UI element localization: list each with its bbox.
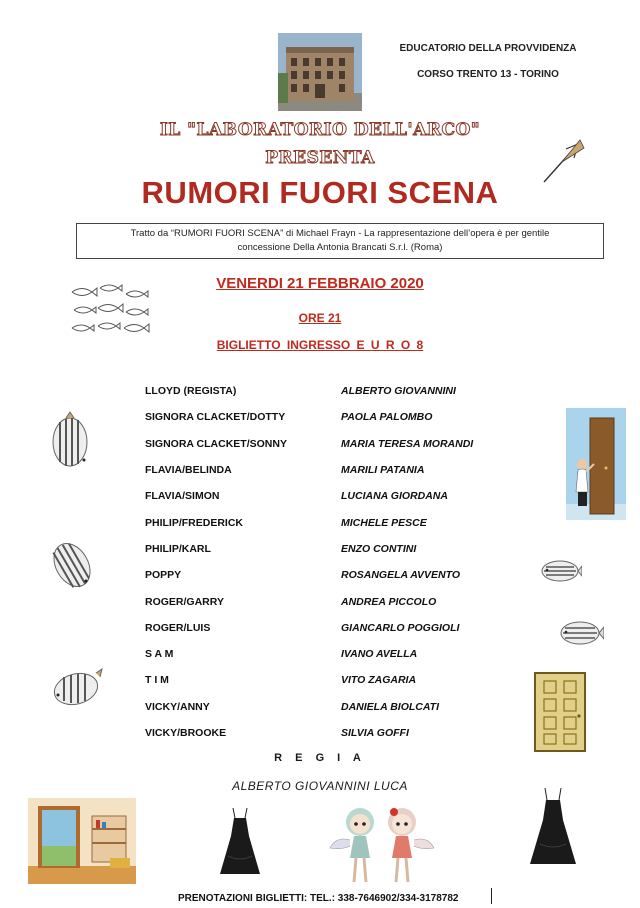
cast-actor: PAOLA PALOMBO	[341, 411, 433, 424]
room-illustration-icon	[28, 798, 136, 884]
black-dress-icon	[218, 806, 262, 876]
striped-fish-icon	[556, 618, 604, 648]
cast-row	[145, 720, 545, 746]
direction-label: R E G I A	[274, 752, 366, 764]
director-name: ALBERTO GIOVANNINI LUCA	[232, 779, 408, 793]
credit-line-1: Tratto da “RUMORI FUORI SCENA” di Michael Frayn - La rappresentazione dell’opera è per gentile	[130, 228, 550, 239]
cast-actor: ENZO CONTINI	[341, 542, 417, 555]
cast-role: FLAVIA/BELINDA	[145, 464, 232, 477]
credit-box	[76, 223, 604, 259]
black-dress-icon	[528, 786, 578, 868]
cast-actor: LUCIANA GIORDANA	[341, 490, 448, 503]
cast-role: VICKY/ANNY	[145, 700, 210, 713]
event-time: ORE 21	[298, 311, 342, 325]
striped-fish-icon	[538, 558, 582, 584]
striped-fish-icon	[44, 665, 104, 711]
cast-row	[145, 694, 545, 720]
cast-role: VICKY/BROOKE	[145, 727, 227, 739]
cast-actor: MARIA TERESA MORANDI	[341, 437, 474, 450]
cast-role: ROGER/LUIS	[145, 621, 211, 634]
cast-row	[145, 641, 545, 667]
cast-row	[145, 588, 545, 614]
credit-line-2: concessione Della Antonia Brancati S.r.l. (Roma)	[237, 242, 443, 253]
building-photo	[278, 33, 362, 111]
cast-row	[145, 378, 545, 404]
presents-title: PRESENTA	[265, 148, 375, 168]
text-cursor-bar	[491, 888, 492, 904]
cast-row	[145, 509, 545, 535]
cast-actor: ALBERTO GIOVANNINI	[341, 385, 456, 398]
cast-actor: ROSANGELA AVVENTO	[341, 569, 461, 582]
cast-actor: ANDREA PICCOLO	[341, 595, 437, 608]
cast-role: SIGNORA CLACKET/DOTTY	[145, 411, 286, 424]
cast-role: LLOYD (REGISTA)	[145, 385, 237, 398]
cast-role: S A M	[145, 648, 174, 661]
cast-row	[145, 483, 545, 509]
org-address: CORSO TRENTO 13 - TORINO	[417, 69, 559, 80]
fairy-dolls-icon	[326, 802, 438, 888]
door-icon	[534, 672, 586, 752]
cast-actor: MICHELE PESCE	[341, 516, 427, 529]
cast-list	[145, 378, 545, 746]
cast-actor: MARILI PATANIA	[341, 464, 425, 477]
cast-actor: GIANCARLO POGGIOLI	[341, 621, 460, 634]
event-date: VENERDI 21 FEBBRAIO 2020	[216, 275, 424, 292]
cast-role: T I M	[145, 674, 169, 687]
cast-row	[145, 615, 545, 641]
cast-row	[145, 457, 545, 483]
cast-row	[145, 536, 545, 562]
org-name: EDUCATORIO DELLA PROVVIDENZA	[399, 43, 577, 54]
cast-role: ROGER/GARRY	[145, 595, 224, 608]
cast-actor: SILVIA GOFFI	[341, 727, 409, 739]
cast-role: SIGNORA CLACKET/SONNY	[145, 437, 287, 450]
cast-role: POPPY	[145, 569, 182, 582]
cast-row	[145, 431, 545, 457]
booking-info: PRENOTAZIONI BIGLIETTI: TEL.: 338-7646902/334-3178782	[178, 893, 459, 904]
cast-actor: IVANO AVELLA	[341, 648, 418, 661]
striped-fish-icon	[48, 410, 94, 470]
striped-fish-icon	[50, 535, 96, 595]
ticket-price: BIGLIETTO INGRESSO E U R O 8	[216, 338, 424, 352]
show-title: RUMORI FUORI SCENA	[141, 175, 499, 210]
person-at-door-icon	[566, 408, 626, 520]
cast-role: PHILIP/KARL	[145, 542, 211, 555]
cast-row	[145, 404, 545, 430]
laboratory-title: IL "LABORATORIO DELL'ARCO"	[159, 120, 481, 140]
cast-actor: DANIELA BIOLCATI	[341, 700, 439, 713]
cast-role: PHILIP/FREDERICK	[145, 516, 244, 529]
cast-row	[145, 667, 545, 693]
cast-actor: VITO ZAGARIA	[341, 674, 417, 687]
cast-role: FLAVIA/SIMON	[145, 490, 220, 503]
cast-row	[145, 562, 545, 588]
